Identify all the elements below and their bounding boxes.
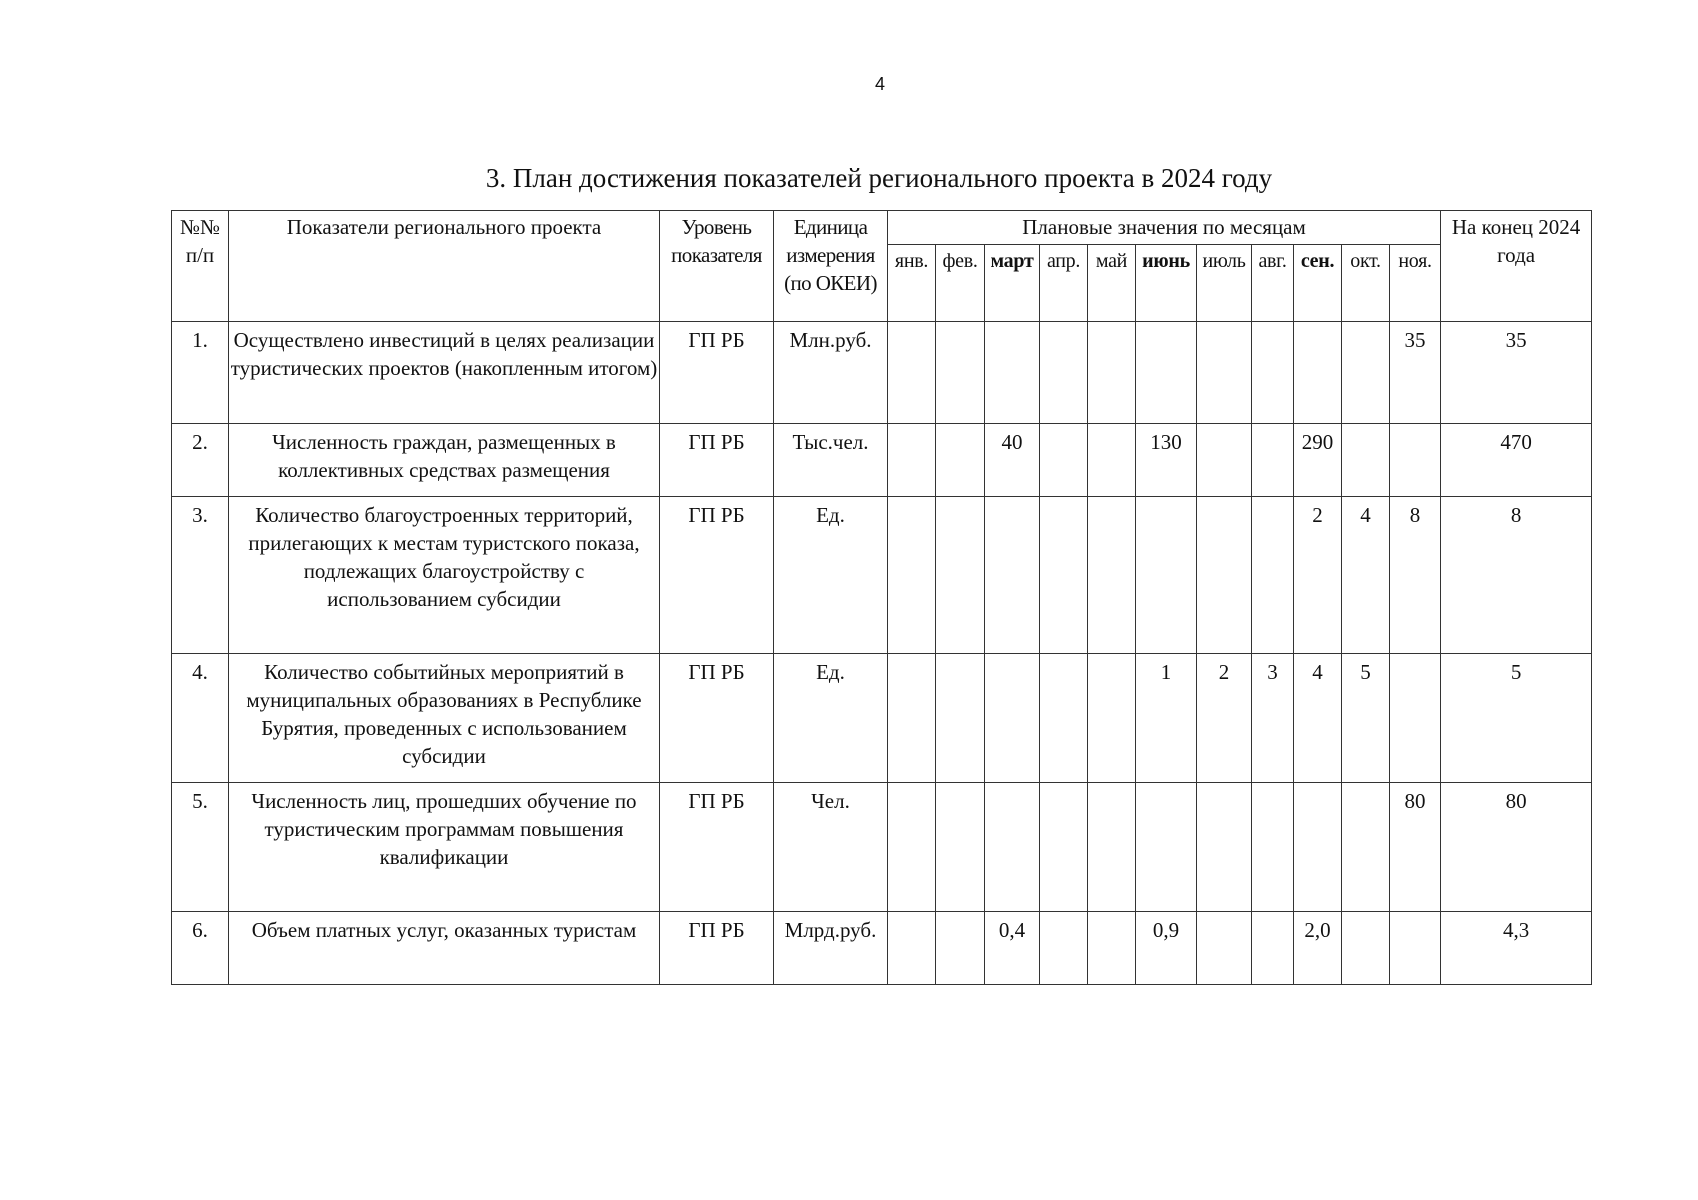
monthly-value: 40 xyxy=(985,424,1040,497)
monthly-value: 290 xyxy=(1294,424,1342,497)
year-end-value: 4,3 xyxy=(1441,912,1592,985)
monthly-value xyxy=(1197,912,1252,985)
monthly-value: 8 xyxy=(1390,497,1441,654)
year-end-value: 80 xyxy=(1441,783,1592,912)
monthly-value xyxy=(1136,322,1197,424)
monthly-value: 0,4 xyxy=(985,912,1040,985)
indicator-level: ГП РБ xyxy=(660,912,774,985)
monthly-value xyxy=(1040,912,1088,985)
monthly-value xyxy=(936,654,985,783)
header-indicator: Показатели регионального проекта xyxy=(229,211,660,322)
indicator-name: Количество благоустроенных территорий, прилегающих к местам туристского показа, подлежащих благоустройству с использованием субсидии xyxy=(229,497,660,654)
monthly-value xyxy=(888,654,936,783)
document-title: 3. План достижения показателей регионального проекта в 2024 году xyxy=(485,163,1273,193)
monthly-value: 4 xyxy=(1342,497,1390,654)
table-row xyxy=(172,654,1592,783)
header-unit: Единица измерения (по ОКЕИ) xyxy=(774,211,888,322)
monthly-value xyxy=(936,424,985,497)
monthly-value xyxy=(1088,497,1136,654)
monthly-value xyxy=(936,322,985,424)
unit-of-measure: Ед. xyxy=(774,654,888,783)
monthly-value: 130 xyxy=(1136,424,1197,497)
table-row xyxy=(172,783,1592,912)
row-number: 6. xyxy=(172,912,229,985)
header-month: авг. xyxy=(1252,245,1294,322)
monthly-value xyxy=(985,783,1040,912)
monthly-value xyxy=(1040,424,1088,497)
monthly-value: 2 xyxy=(1294,497,1342,654)
monthly-value xyxy=(1088,912,1136,985)
monthly-value xyxy=(1294,322,1342,424)
monthly-value xyxy=(1197,424,1252,497)
year-end-value: 470 xyxy=(1441,424,1592,497)
monthly-value xyxy=(1342,424,1390,497)
monthly-value xyxy=(1088,322,1136,424)
monthly-value: 80 xyxy=(1390,783,1441,912)
row-number: 4. xyxy=(172,654,229,783)
monthly-value: 0,9 xyxy=(1136,912,1197,985)
indicator-name: Количество событийных мероприятий в муниципальных образованиях в Республике Бурятия, проведенных с использованием субсидии xyxy=(229,654,660,783)
row-number: 5. xyxy=(172,783,229,912)
monthly-value xyxy=(985,497,1040,654)
header-month: май xyxy=(1088,245,1136,322)
monthly-value xyxy=(888,424,936,497)
table-row xyxy=(172,497,1592,654)
header-month: окт. xyxy=(1342,245,1390,322)
monthly-value xyxy=(1197,497,1252,654)
monthly-value xyxy=(1252,783,1294,912)
unit-of-measure: Тыс.чел. xyxy=(774,424,888,497)
monthly-value xyxy=(1294,783,1342,912)
monthly-value xyxy=(888,783,936,912)
monthly-value: 4 xyxy=(1294,654,1342,783)
monthly-value xyxy=(985,322,1040,424)
header-row-top xyxy=(172,211,1592,245)
header-num: №№ п/п xyxy=(172,211,229,322)
unit-of-measure: Чел. xyxy=(774,783,888,912)
page-number: 4 xyxy=(874,74,885,94)
header-month: июль xyxy=(1197,245,1252,322)
table-body xyxy=(172,322,1592,985)
monthly-value xyxy=(1390,424,1441,497)
monthly-value xyxy=(936,497,985,654)
monthly-value xyxy=(1390,654,1441,783)
monthly-value xyxy=(1252,322,1294,424)
monthly-value xyxy=(1040,322,1088,424)
table-row xyxy=(172,322,1592,424)
monthly-value: 1 xyxy=(1136,654,1197,783)
indicator-name: Численность лиц, прошедших обучение по туристическим программам повышения квалификации xyxy=(229,783,660,912)
header-month: апр. xyxy=(1040,245,1088,322)
monthly-value xyxy=(888,912,936,985)
table-row xyxy=(172,912,1592,985)
monthly-value: 35 xyxy=(1390,322,1441,424)
monthly-value xyxy=(888,322,936,424)
indicator-level: ГП РБ xyxy=(660,497,774,654)
indicator-name: Осуществлено инвестиций в целях реализации туристических проектов (накопленным итогом) xyxy=(229,322,660,424)
monthly-value xyxy=(888,497,936,654)
monthly-value xyxy=(936,783,985,912)
header-month: март xyxy=(985,245,1040,322)
header-year-end: На конец 2024 года xyxy=(1441,211,1592,322)
monthly-value xyxy=(1088,783,1136,912)
monthly-value: 3 xyxy=(1252,654,1294,783)
monthly-value xyxy=(1136,497,1197,654)
monthly-value xyxy=(1252,912,1294,985)
monthly-value: 5 xyxy=(1342,654,1390,783)
row-number: 3. xyxy=(172,497,229,654)
monthly-value xyxy=(1040,497,1088,654)
monthly-value xyxy=(936,912,985,985)
header-month: ноя. xyxy=(1390,245,1441,322)
monthly-value xyxy=(1342,783,1390,912)
unit-of-measure: Млн.руб. xyxy=(774,322,888,424)
table-row xyxy=(172,424,1592,497)
monthly-value: 2 xyxy=(1197,654,1252,783)
header-month: сен. xyxy=(1294,245,1342,322)
monthly-value xyxy=(985,654,1040,783)
year-end-value: 35 xyxy=(1441,322,1592,424)
monthly-value xyxy=(1252,497,1294,654)
row-number: 2. xyxy=(172,424,229,497)
header-planned-monthly: Плановые значения по месяцам xyxy=(888,211,1441,245)
monthly-value xyxy=(1342,322,1390,424)
header-level: Уровень показателя xyxy=(660,211,774,322)
indicator-level: ГП РБ xyxy=(660,424,774,497)
monthly-value xyxy=(1040,654,1088,783)
indicators-plan-table xyxy=(171,210,1592,985)
monthly-value xyxy=(1197,322,1252,424)
indicator-name: Численность граждан, размещенных в коллективных средствах размещения xyxy=(229,424,660,497)
row-number: 1. xyxy=(172,322,229,424)
indicator-level: ГП РБ xyxy=(660,783,774,912)
monthly-value xyxy=(1252,424,1294,497)
monthly-value xyxy=(1088,424,1136,497)
header-month: фев. xyxy=(936,245,985,322)
indicator-level: ГП РБ xyxy=(660,654,774,783)
monthly-value xyxy=(1088,654,1136,783)
indicator-level: ГП РБ xyxy=(660,322,774,424)
unit-of-measure: Млрд.руб. xyxy=(774,912,888,985)
monthly-value xyxy=(1136,783,1197,912)
monthly-value: 2,0 xyxy=(1294,912,1342,985)
header-month: янв. xyxy=(888,245,936,322)
monthly-value xyxy=(1040,783,1088,912)
unit-of-measure: Ед. xyxy=(774,497,888,654)
monthly-value xyxy=(1390,912,1441,985)
year-end-value: 8 xyxy=(1441,497,1592,654)
header-month: июнь xyxy=(1136,245,1197,322)
year-end-value: 5 xyxy=(1441,654,1592,783)
monthly-value xyxy=(1197,783,1252,912)
monthly-value xyxy=(1342,912,1390,985)
indicator-name: Объем платных услуг, оказанных туристам xyxy=(229,912,660,985)
